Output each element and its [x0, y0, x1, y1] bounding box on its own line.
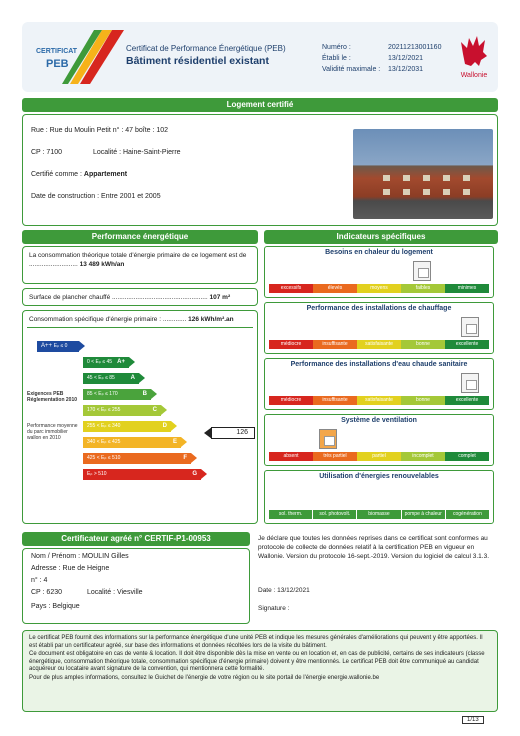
house-icon: [461, 373, 479, 393]
indicator-besoins: [264, 246, 494, 298]
footer-p2: Ce document est obligatoire en cas de vente & location. Il doit être disponible dès la mise en vente ou en location et, en cas de publicité, certains de ses indicateurs (classe énergétique, consommation théorique totale, consommation spécifique d'énergie primaire) doivent y être mentionnés. Le certificat PEB doit être communiqué au candidat acquéreur ou locataire avant signature de la convention, qui mentionnera cette formalité.: [29, 651, 485, 673]
class-g: Eₚ > 510 G: [83, 469, 201, 480]
building-photo: [353, 129, 493, 219]
footer-info: [22, 630, 498, 712]
peb-logo: [32, 28, 124, 86]
indicator-scale: médiocre insuffisante satisfaisante bonne excellente: [269, 396, 489, 405]
peb-logo-icon: [32, 28, 124, 86]
conso-text: La consommation théorique totale d'énergie primaire de ce logement est de ........................... 13 489 kWh/an: [29, 252, 247, 268]
logement-localite: Localité : Haine-Saint-Pierre: [93, 149, 181, 156]
surface-text: Surface de plancher chauffé ..................................................... 107 m²: [29, 294, 231, 301]
logement-certifie: [31, 171, 127, 178]
numero-label: Numéro :: [322, 44, 351, 51]
logo-line2: PEB: [46, 58, 69, 70]
certificate-page: [14, 18, 506, 724]
indicator-renouvelables: [264, 470, 494, 524]
indicator-eau-chaude: [264, 358, 494, 410]
certifie-label: Certifié comme :: [31, 171, 82, 178]
cert-adresse: Adresse : Rue de Heigne: [31, 565, 110, 572]
class-e: 340 < Eₚ ≤ 425 E: [83, 437, 181, 448]
surface-box: [22, 288, 258, 306]
class-app: A++ Eₚ ≤ 0: [37, 341, 79, 352]
class-c: 170 < Eₚ ≤ 255 C: [83, 405, 161, 416]
declaration-date: Date : 13/12/2021: [258, 587, 310, 594]
class-ap: 0 < Eₚ ≤ 45 A+: [83, 357, 129, 368]
class-b: 85 < Eₚ ≤ 170 B: [83, 389, 151, 400]
wallonie-logo: [454, 34, 494, 86]
indicator-title: Utilisation d'énergies renouvelables: [319, 473, 439, 480]
class-d: 255 < Eₚ ≤ 340 D: [83, 421, 171, 432]
footer-p1: Le certificat PEB fournit des informations sur la performance énergétique d'une unité PEB et indique les mesures générales d'améliorations qui peuvent y être apportées. Il est établi par un certificateur agréé, sur base des informations et données récoltées lors de la visite du bâtiment.: [29, 635, 483, 649]
specifique-value: 126 kWh/m².an: [188, 316, 234, 323]
validite-label: Validité maximale :: [322, 66, 381, 73]
cert-numero: n° : 4: [31, 577, 48, 584]
rooster-icon: [459, 34, 489, 68]
logo-line1: CERTIFICAT: [36, 48, 78, 55]
house-icon: [319, 429, 337, 449]
signature-label: Signature :: [258, 605, 290, 612]
header-title1: Certificat de Performance Énergétique (PEB): [126, 44, 286, 53]
surface-value: 107 m²: [209, 294, 231, 301]
indicator-title: Performance des installations d'eau chaude sanitaire: [290, 361, 468, 368]
header: [22, 22, 498, 92]
logement-title: Logement certifié: [22, 98, 498, 112]
logement-rue: Rue : Rue du Moulin Petit n° : 47 boîte : 102: [31, 127, 169, 134]
indicator-scale: absent très partiel partiel incomplet complet: [269, 452, 489, 461]
class-f: 425 < Eₚ ≤ 510 F: [83, 453, 191, 464]
numero-value: 20211213001160: [388, 44, 442, 51]
performance-title: Performance énergétique: [22, 230, 258, 244]
logement-date: Date de construction : Entre 2001 et 2005: [31, 193, 161, 200]
indicator-title: Performance des installations de chauffage: [306, 305, 452, 312]
certificateur-title: Certificateur agréé n° CERTIF-P1-00953: [22, 532, 250, 546]
region-name: Wallonie: [460, 72, 488, 79]
indicator-scale: excessifs élevés moyens faibles minimes: [269, 284, 489, 293]
exigence-note: Exigences PEB Réglementation 2010: [27, 391, 78, 403]
cert-nom: Nom / Prénom : MOULIN Gilles: [31, 553, 129, 560]
indicateurs-title: Indicateurs spécifiques: [264, 230, 498, 244]
logement-box: [22, 114, 498, 226]
energy-marker: 126: [211, 427, 255, 439]
class-a: 45 < Eₚ ≤ 85 A: [83, 373, 139, 384]
cert-pays: Pays : Belgique: [31, 603, 80, 610]
indicator-scale: sol. therm. sol. photovolt. biomasse pompe à chaleur cogénération: [269, 510, 489, 519]
moyenne-note: Performance moyenne du parc immobilier wallon en 2010: [27, 423, 78, 441]
declaration-text: Je déclare que toutes les données reprises dans ce certificat sont conformes au protocole de collecte de données relatif à la certification PEB en vigueur en Wallonie. Version du protocole 16-sept.-2019. Version du logiciel de calcul 3.1.3.: [258, 535, 490, 560]
header-meta: [322, 42, 441, 75]
indicator-title: Système de ventilation: [341, 417, 417, 424]
conso-value: 13 489 kWh/an: [79, 261, 125, 268]
house-icon: [461, 317, 479, 337]
cert-cp: CP : 6230: [31, 589, 63, 596]
logement-cp: CP : 7100: [31, 149, 63, 156]
validite-value: 13/12/2031: [388, 66, 424, 73]
indicator-scale: médiocre insuffisante satisfaisante bonne excellente: [269, 340, 489, 349]
certificateur-box: [22, 548, 250, 624]
specifique-text: Consommation spécifique d'énergie primaire : ............. 126 kWh/m².an: [29, 316, 234, 323]
indicator-chauffage: [264, 302, 494, 354]
energy-label-box: [22, 310, 258, 524]
certifie-value: Appartement: [83, 171, 128, 178]
etabli-value: 13/12/2021: [388, 55, 424, 62]
header-title2: Bâtiment résidentiel existant: [126, 55, 269, 67]
indicator-title: Besoins en chaleur du logement: [325, 249, 433, 256]
etabli-label: Établi le :: [322, 55, 351, 62]
page-number: 1/13: [462, 716, 484, 724]
house-icon: [413, 261, 431, 281]
conso-box: [22, 246, 258, 284]
indicator-ventilation: [264, 414, 494, 466]
footer-p3: Pour de plus amples informations, consultez le Guichet de l'énergie de votre région ou le site portail de l'énergie energie.wallonie.be: [29, 674, 380, 681]
cert-localite: Localité : Viesville: [87, 589, 143, 596]
